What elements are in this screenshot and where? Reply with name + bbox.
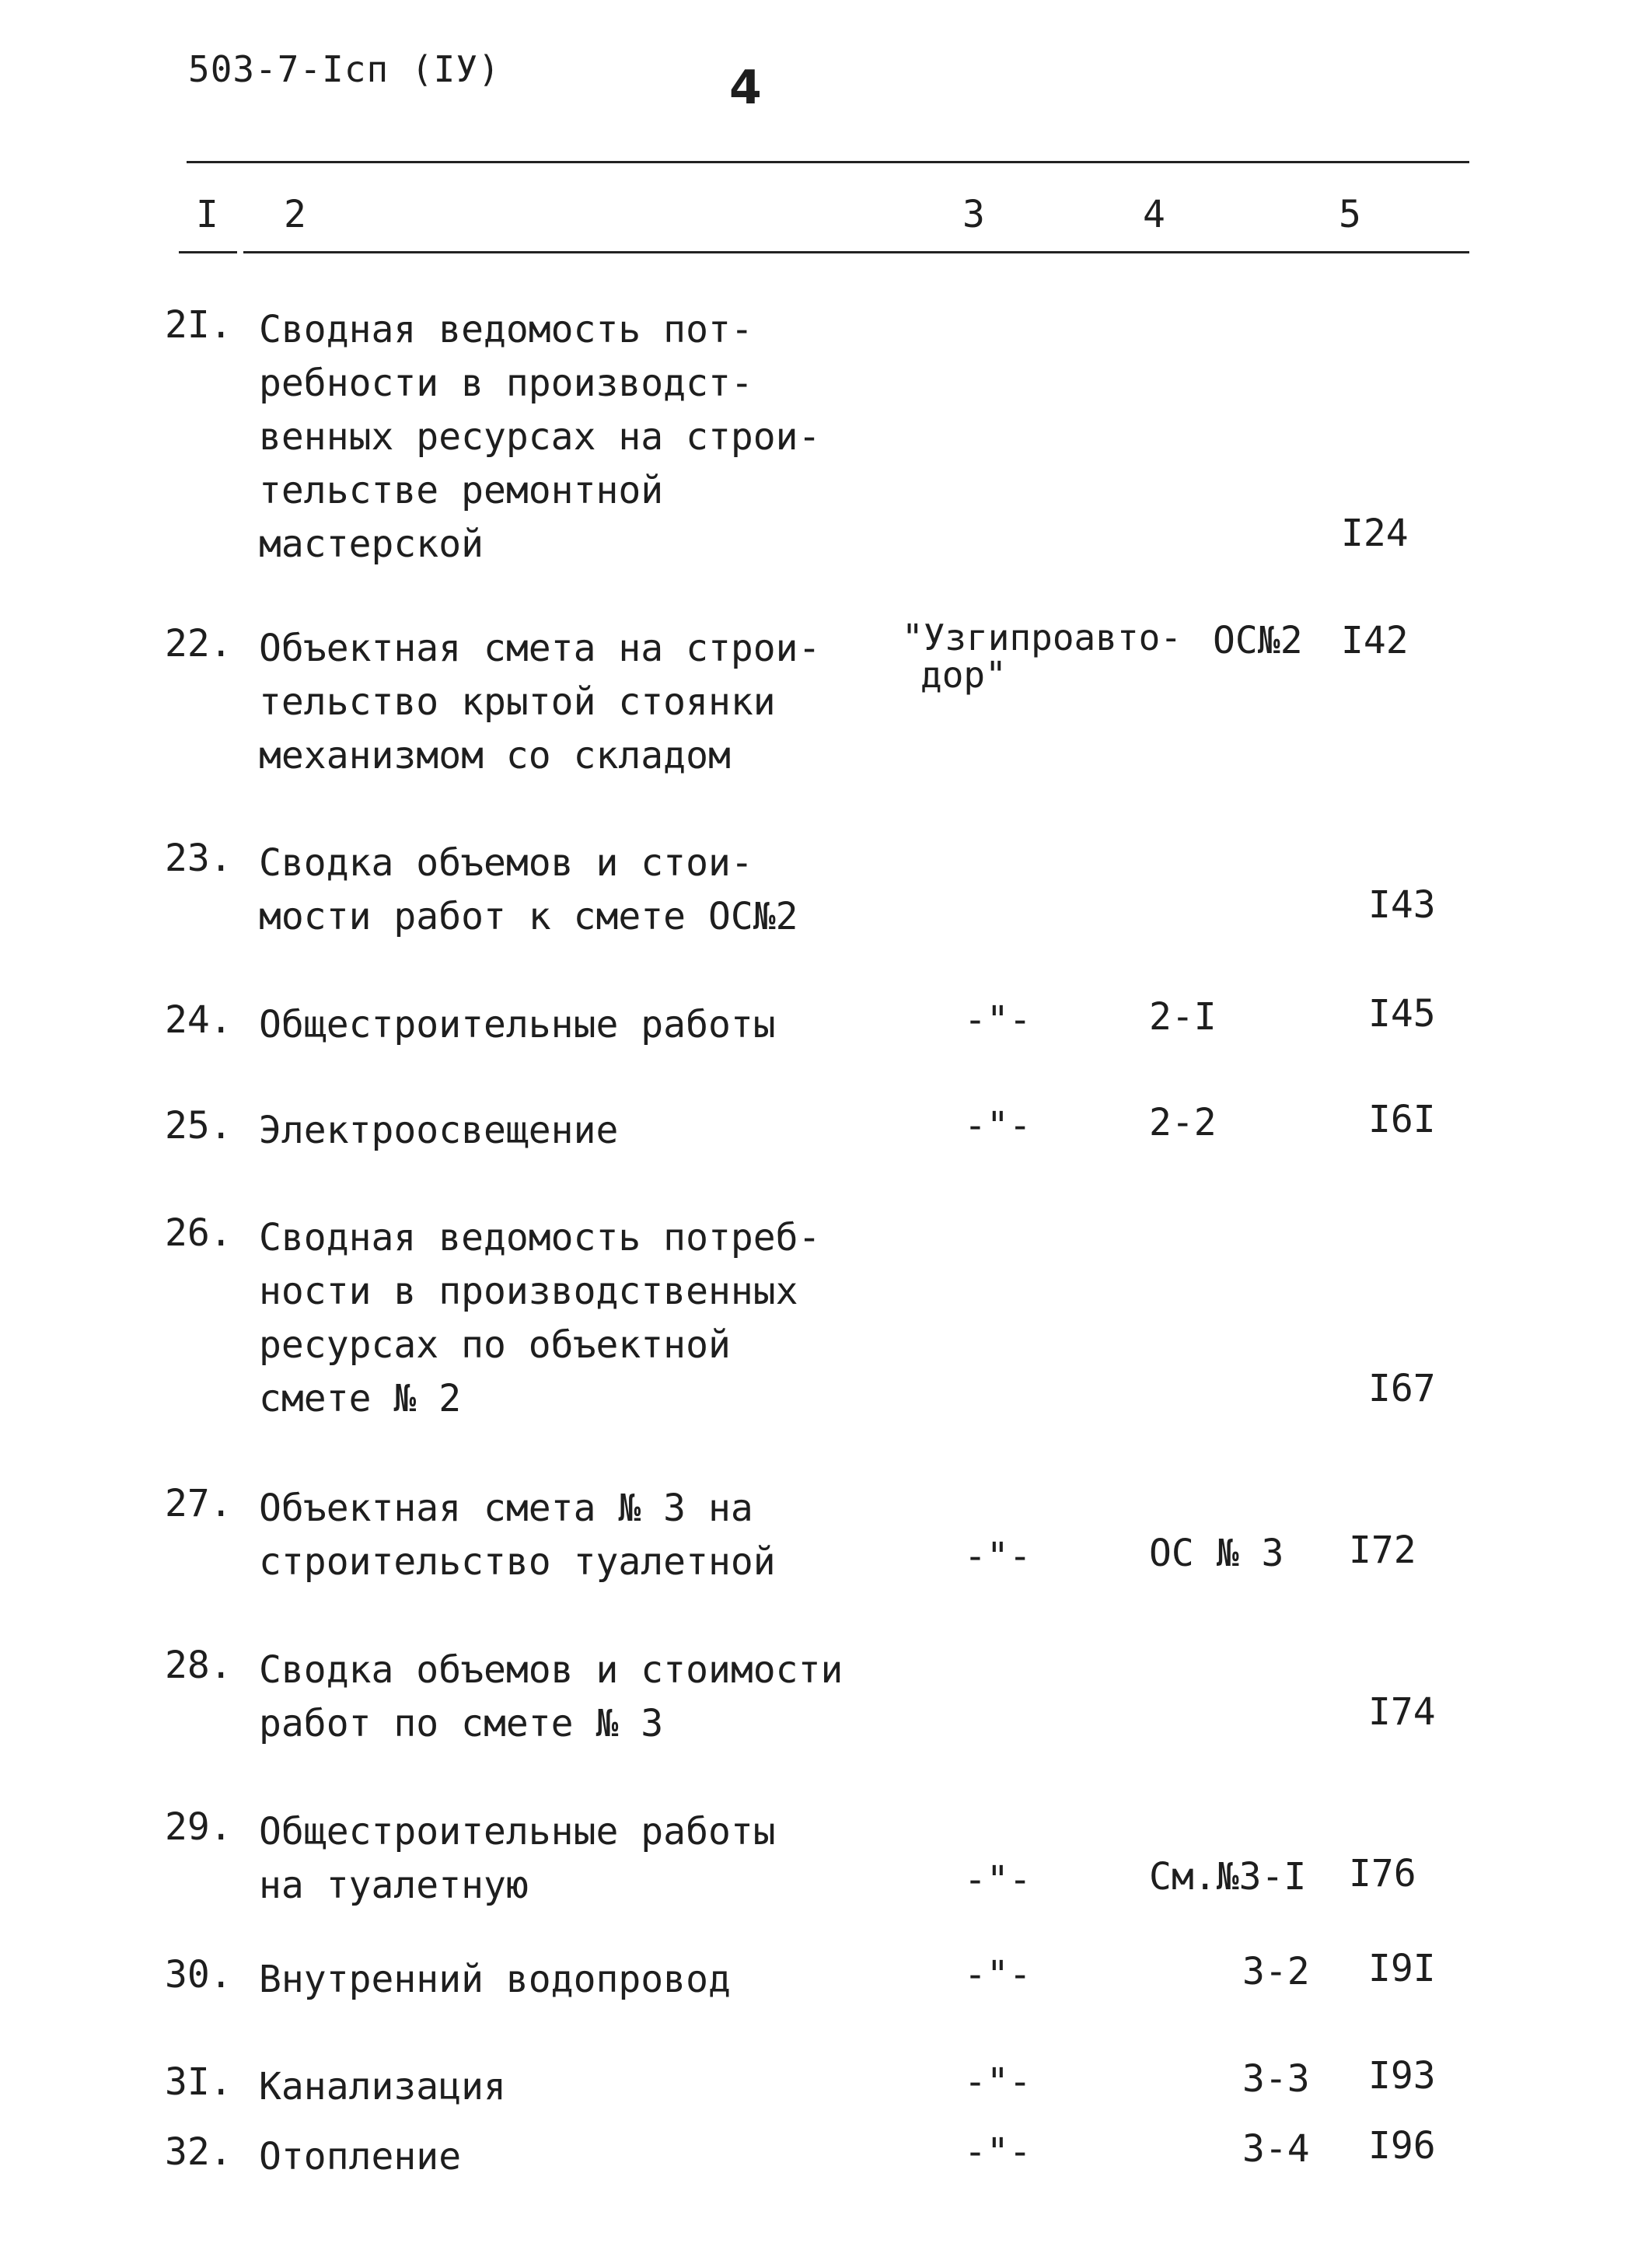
row-number: 29. [165,1805,232,1849]
row-description [259,1104,618,1158]
row-description [259,622,820,783]
description-line: Сводка объемов и стоимости [259,1648,843,1692]
description-line: Электроосвещение [259,1109,619,1152]
row-number: 28. [165,1644,232,1687]
page-ref: I67 [1368,1367,1436,1410]
ditto-mark: -"- [964,2060,1032,2104]
ditto-mark: -"- [964,1953,1032,1997]
description-line: венных ресурсах на строи- [259,415,821,459]
page-ref: I96 [1368,2124,1436,2168]
description-line: ребности в производст- [259,362,753,405]
header-rule-right [243,251,1469,253]
row-description [259,1805,776,1913]
estimate-number: 3-4 [1242,2127,1310,2171]
row-number: 27. [165,1482,232,1525]
description-line: Общестроительные работы [259,1810,776,1853]
description-line: на туалетную [259,1864,529,1907]
row-description [259,2130,461,2184]
page-ref: I76 [1349,1852,1416,1895]
page-ref: I9I [1368,1947,1436,1990]
page-ref: I74 [1368,1690,1436,1734]
estimate-number: 2-2 [1149,1101,1217,1144]
ditto-mark: -"- [964,1104,1032,1148]
description-line: Объектная смета № 3 на [259,1487,753,1530]
row-number: 2I. [165,303,232,347]
page-number: 4 [729,61,762,115]
page-ref: I42 [1341,619,1409,662]
ditto-mark: -"- [964,998,1032,1042]
page-ref: I24 [1341,512,1409,555]
organization-line: дор" [920,654,1007,696]
description-line: Объектная смета на строи- [259,627,821,670]
column-number-4: 4 [1143,193,1165,236]
description-line: ресурсах по объектной [259,1323,731,1367]
description-line: Сводная ведомость потреб- [259,1216,821,1260]
column-number-3: 3 [962,193,985,236]
row-number: 3I. [165,2060,232,2104]
ditto-mark: -"- [964,1535,1032,1578]
description-line: механизмом со складом [259,734,731,777]
column-number-1: I [196,193,218,236]
header-rule-left [179,251,237,253]
estimate-number: ОС № 3 [1149,1532,1284,1575]
page-ref: I6I [1368,1098,1436,1141]
description-line: работ по смете № 3 [259,1702,664,1745]
page-ref: I45 [1368,992,1436,1036]
estimate-number: 2-I [1149,995,1217,1039]
row-number: 30. [165,1953,232,1997]
description-line: мости работ к смете ОС№2 [259,895,798,938]
description-line: ности в производственных [259,1270,798,1313]
row-description [259,837,798,944]
estimate-number: См.№3-I [1149,1855,1307,1899]
row-description [259,2060,506,2114]
description-line: тельстве ремонтной [259,469,664,512]
description-line: тельство крытой стоянки [259,680,776,724]
organization [902,619,1182,694]
row-number: 23. [165,837,232,880]
description-line: Канализация [259,2065,506,2109]
row-description [259,1953,731,2007]
estimate-number: ОС№2 [1213,619,1303,662]
page-ref: I72 [1349,1529,1416,1572]
description-line: строительство туалетной [259,1540,776,1584]
description-line: Общестроительные работы [259,1003,776,1046]
row-number: 26. [165,1211,232,1255]
ditto-mark: -"- [964,2130,1032,2174]
row-number: 32. [165,2130,232,2174]
ditto-mark: -"- [964,1858,1032,1902]
row-number: 25. [165,1104,232,1148]
page-ref: I43 [1368,883,1436,927]
row-description [259,1211,820,1426]
estimate-number: 3-2 [1242,1950,1310,1993]
page-ref: I93 [1368,2054,1436,2098]
estimate-number: 3-3 [1242,2057,1310,2101]
description-line: смете № 2 [259,1377,462,1420]
row-number: 24. [165,998,232,1042]
row-description [259,303,820,571]
description-line: Внутренний водопровод [259,1958,731,2001]
description-line: Отопление [259,2135,462,2178]
top-rule [187,161,1469,163]
description-line: Сводка объемов и стои- [259,841,753,885]
row-description [259,1482,776,1589]
organization-line: "Узгипроавто- [902,617,1182,659]
row-description [259,998,776,1052]
column-number-2: 2 [284,193,306,236]
row-number: 22. [165,622,232,666]
description-line: Сводная ведомость пот- [259,308,753,351]
row-description [259,1644,843,1751]
column-number-5: 5 [1339,193,1361,236]
description-line: мастерской [259,522,484,566]
document-code: 503-7-Iсп (IУ) [188,48,501,90]
